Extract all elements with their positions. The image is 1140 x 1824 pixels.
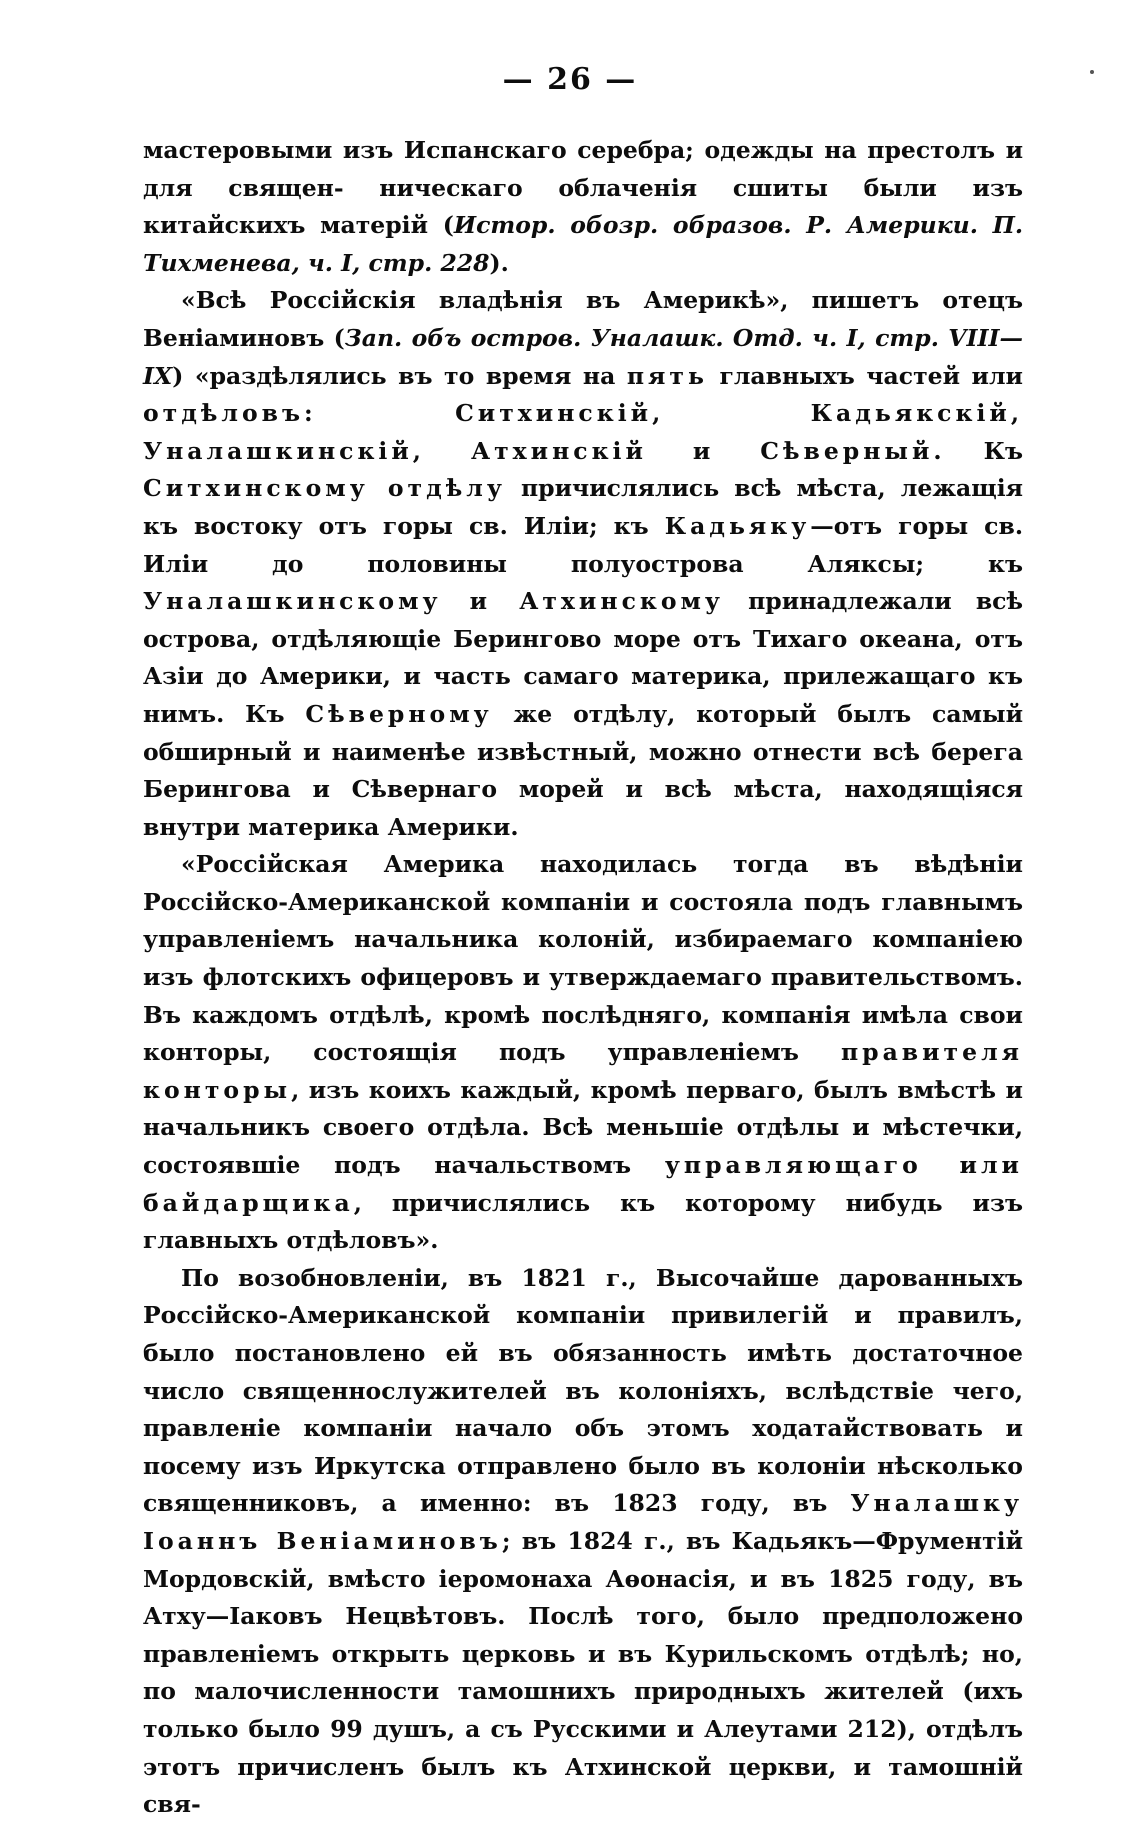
- text-run: мастеровыми изъ Испанскаго серебра; одежды на престолъ и для священ-: [143, 136, 1023, 202]
- paragraph-quote-veniaminov: [143, 282, 1023, 846]
- spaced-text: Кадьяку: [664, 511, 811, 540]
- text-run: —отъ горы св. Иліи до половины полуострова Аляксы; къ: [143, 511, 1023, 578]
- spaced-text: Ситхинскому отдѣлу: [143, 474, 506, 503]
- paragraph-continued: [143, 132, 1023, 282]
- spaced-text: управляющаго или байдарщика: [143, 1151, 1023, 1217]
- spaced-text: Ситхинскій, Кадьякскій, Уналашкинскій, Атхинскій и Сѣверный: [143, 399, 1023, 465]
- spaced-text: правителя конторы: [143, 1038, 1023, 1104]
- text-run: же отдѣлу, который былъ самый обширный и наименѣе извѣстный, можно отнести всѣ берега Берингова и Сѣвернаго морей и всѣ мѣста, находящіяся внутри материка Америки.: [143, 699, 1023, 841]
- text-run: , причислялись къ которому нибудь изъ главныхъ отдѣловъ».: [143, 1188, 1023, 1255]
- citation: Истор. обозр. образов. Р. Америки. П. Тихменева, ч. I, стр. 228: [143, 211, 1024, 277]
- text-run: ; въ 1824 г., въ Кадьякъ—Фрументій Мордовскій, вмѣсто іеромонаха Аѳонасія, и въ 1825 году, въ Атху—Іаковъ Нецвѣтовъ. Послѣ того, было предположено правленіемъ открыть церковь и въ Курильскомъ отдѣлѣ; но, по малочисленности тамошнихъ природныхъ жителей (ихъ только было 99 душъ, а съ Русскими и Алеутами 212), отдѣлъ этотъ причисленъ былъ къ Атхинской церкви, и тамошній свя-: [143, 1526, 1023, 1819]
- paragraph-1821: [143, 1260, 1023, 1824]
- spaced-text: Сѣверному: [305, 699, 493, 728]
- spaced-text: Уналашкинскому и Атхинскому: [143, 587, 724, 616]
- body-text: [143, 132, 1023, 1824]
- text-run: «Всѣ Россійскія владѣнія въ Америкѣ», пишетъ отецъ Веніаминовъ (: [143, 286, 1023, 352]
- text-run: причислялись всѣ мѣста, лежащія къ востоку отъ горы св. Иліи; къ: [143, 474, 1023, 540]
- text-run: . Къ: [933, 436, 1023, 465]
- spaced-text: пять: [626, 361, 708, 390]
- text-run: :: [304, 399, 456, 428]
- spaced-text: Уналашку Іоаннъ Веніаминовъ: [143, 1489, 1023, 1555]
- text-run: ).: [489, 248, 509, 277]
- page-number: — 26 —: [502, 62, 638, 97]
- text-run: принадлежали всѣ острова, отдѣляющіе Берингово море отъ Тихаго океана, отъ Азіи до Америки, и часть самаго материка, прилежащаго къ нимъ. Къ: [143, 587, 1024, 728]
- text-run: По возобновленіи, въ 1821 г., Высочайше дарованныхъ Россійско-Американской компаніи привилегій и правилъ, было постановлено ей въ обязанность имѣть достаточное число священнослужителей въ колоніяхъ, вслѣдствіе чего, правленіе компаніи начало объ этомъ ходатайствовать и посему изъ Иркутска отправлено было въ колоніи нѣсколько священниковъ, а именно: въ 1823 году, въ: [143, 1263, 1023, 1518]
- text-run: главныхъ частей или: [707, 361, 1023, 390]
- text-run: «Россійская Америка находилась тогда въ вѣдѣніи Россійско-Американской компаніи и состояла подъ главнымъ управленіемъ начальника колоній, избираемаго компаніею изъ флотскихъ офицеровъ и утверждаемаго правительствомъ. Въ каждомъ отдѣлѣ, кромѣ послѣдняго, компанія имѣла свои конторы, состоящія подъ управленіемъ: [143, 850, 1023, 1067]
- paragraph-russian-america: [143, 846, 1023, 1260]
- text-run: ническаго облаченія сшиты были изъ китайскихъ матерій (: [143, 173, 1023, 240]
- citation: Зап. объ остров. Уналашк. Отд. ч. I, стр. VIII—IX: [143, 323, 1023, 390]
- text-run: , изъ коихъ каждый, кромѣ перваго, былъ вмѣстѣ и начальникъ своего отдѣла. Всѣ меньшіе отдѣлы и мѣстечки, состоявшіе подъ начальствомъ: [143, 1075, 1023, 1180]
- spaced-text: отдѣловъ: [143, 399, 305, 428]
- text-run: ) «раздѣлялись въ то время на: [172, 361, 627, 390]
